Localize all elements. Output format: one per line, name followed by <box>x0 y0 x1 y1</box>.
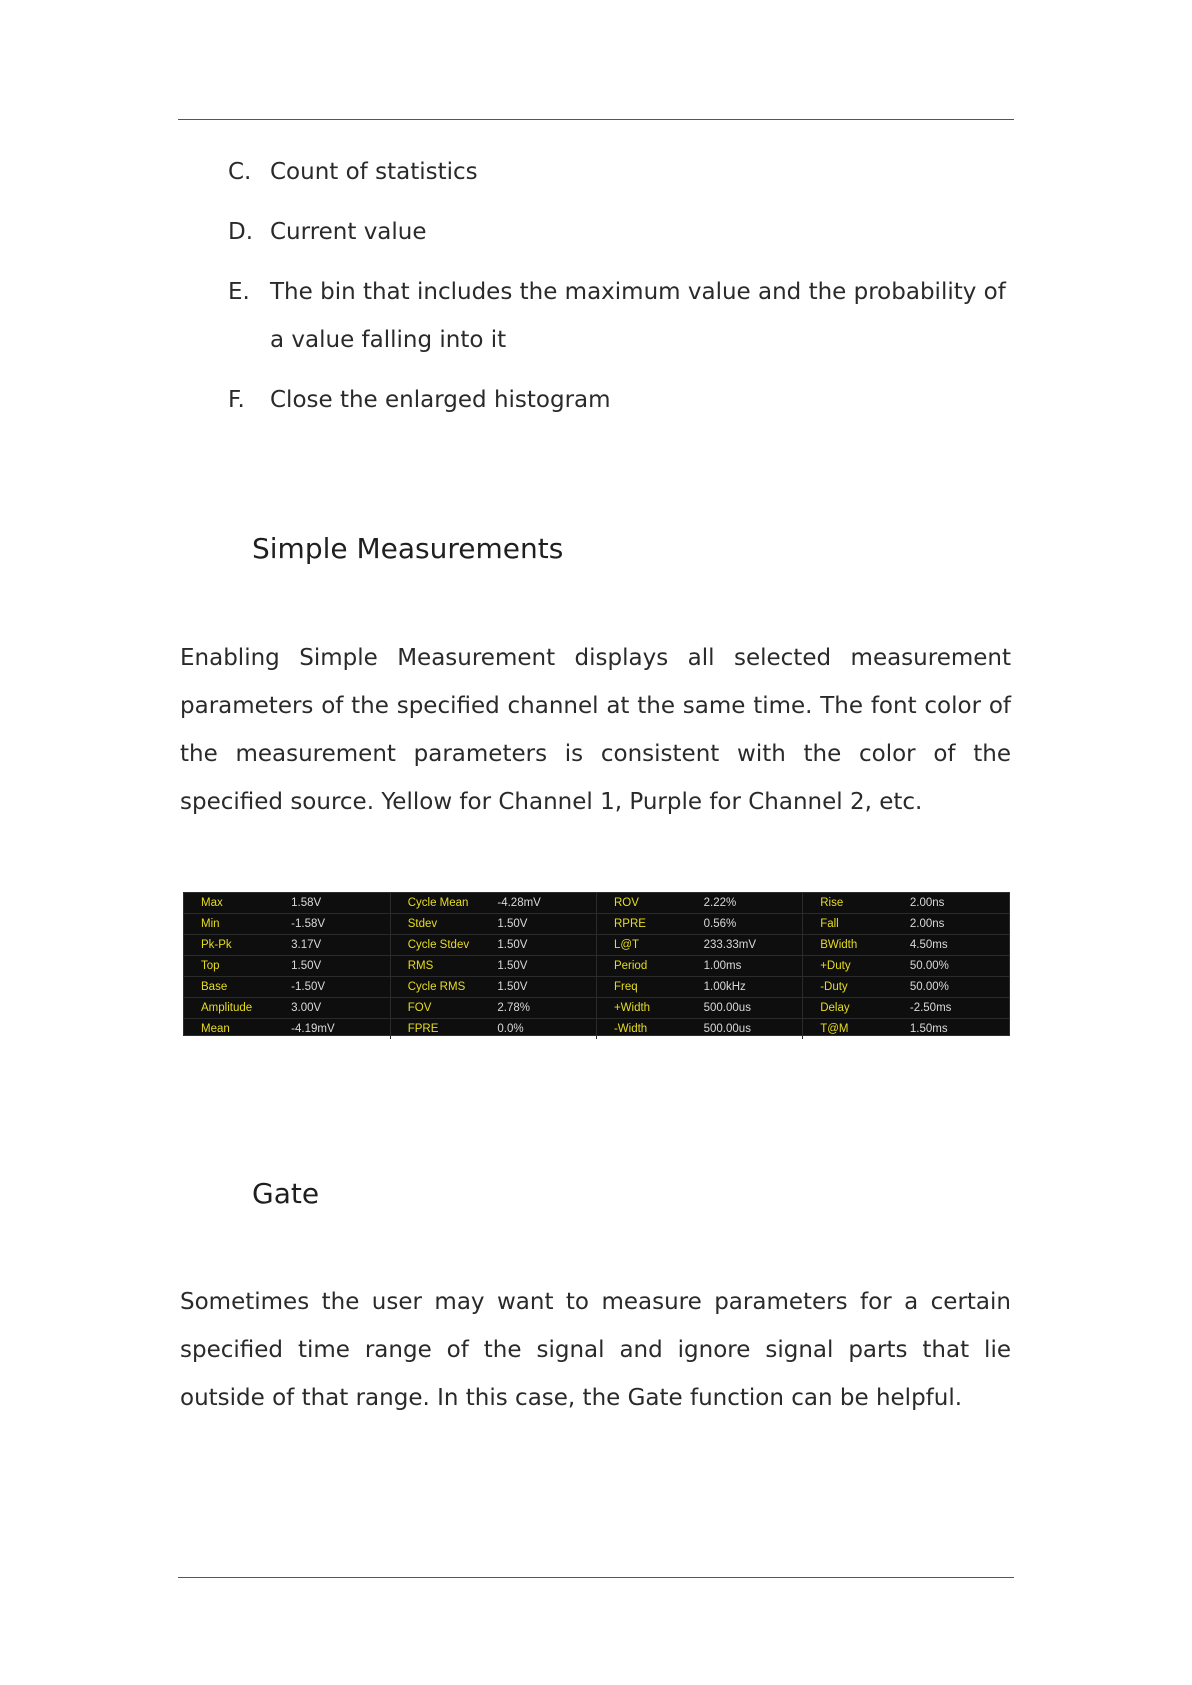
list-marker: E. <box>228 279 250 305</box>
measurement-value: 3.17V <box>282 935 390 956</box>
measurement-value: 1.00kHz <box>695 977 803 998</box>
list-item-text: Count of statistics <box>270 159 478 185</box>
measurement-table <box>184 893 1009 1039</box>
measurement-name: ROV <box>596 893 694 914</box>
measurement-name: Cycle Mean <box>390 893 488 914</box>
measurement-name: Stdev <box>390 914 488 935</box>
measurement-value: 233.33mV <box>695 935 803 956</box>
measurement-name: BWidth <box>803 935 901 956</box>
list-item <box>228 376 1008 424</box>
measurement-name: +Width <box>596 998 694 1019</box>
measurement-name: Period <box>596 956 694 977</box>
measurement-value: 2.00ns <box>901 893 1009 914</box>
measurement-table-screenshot <box>183 892 1010 1036</box>
measurement-value: -1.50V <box>282 977 390 998</box>
table-row <box>184 998 1009 1019</box>
measurement-value: 4.50ms <box>901 935 1009 956</box>
measurement-name: Cycle RMS <box>390 977 488 998</box>
histogram-legend-list <box>228 148 1008 436</box>
measurement-value: 1.50ms <box>909 1023 948 1035</box>
measurement-value: -1.58V <box>282 914 390 935</box>
list-item <box>228 148 1008 196</box>
list-item-text: The bin that includes the maximum value and the probability of a value falling into it <box>270 279 1006 353</box>
measurement-value: 2.22% <box>695 893 803 914</box>
measurement-name: Mean <box>201 1023 230 1035</box>
measurement-value: 1.58V <box>282 893 390 914</box>
measurement-value: 1.50V <box>488 935 596 956</box>
measurement-value: 50.00% <box>901 977 1009 998</box>
measurement-value: 1.00ms <box>695 956 803 977</box>
measurement-name: RMS <box>390 956 488 977</box>
measurement-name: -Width <box>613 1023 648 1035</box>
list-item-text: Current value <box>270 219 427 245</box>
measurement-name: T@M <box>820 1023 849 1035</box>
measurement-value: 500.00us <box>695 998 803 1019</box>
header-rule <box>178 119 1014 120</box>
measurement-value: 3.00V <box>282 998 390 1019</box>
table-row <box>184 956 1009 977</box>
measurement-value: -4.28mV <box>488 893 596 914</box>
measurement-name: Cycle Stdev <box>390 935 488 956</box>
measurement-value: 500.00us <box>695 1019 803 1040</box>
measurement-value: -2.50ms <box>901 998 1009 1019</box>
measurement-value: 0.0% <box>488 1019 596 1040</box>
measurement-value: 1.50V <box>488 956 596 977</box>
measurement-name: Delay <box>803 998 901 1019</box>
measurement-name: Top <box>184 956 282 977</box>
list-marker: C. <box>228 159 252 185</box>
list-item <box>228 268 1008 364</box>
measurement-value: 50.00% <box>901 956 1009 977</box>
simple-measurements-paragraph: Enabling Simple Measurement displays all selected measurement parameters of the specified channel at the same time. The font color of the measurement parameters is consistent with the color of the specified source. Yellow for Channel 1, Purple for Channel 2, etc. <box>180 645 1011 815</box>
table-row <box>184 1019 1009 1040</box>
section-heading-simple-measurements: Simple Measurements <box>252 532 564 565</box>
list-marker: D. <box>228 219 254 245</box>
measurement-name: +Duty <box>803 956 901 977</box>
gate-paragraph: Sometimes the user may want to measure parameters for a certain specified time range of the signal and ignore signal parts that lie outside of that range. In this case, the Gate function can be helpful. <box>180 1289 1011 1411</box>
measurement-value: 1.50V <box>488 914 596 935</box>
section-heading-gate: Gate <box>252 1177 320 1210</box>
measurement-name: FOV <box>390 998 488 1019</box>
list-item-text: Close the enlarged histogram <box>270 387 611 413</box>
measurement-value: 2.00ns <box>901 914 1009 935</box>
measurement-name: Pk-Pk <box>184 935 282 956</box>
measurement-value: 2.78% <box>488 998 596 1019</box>
measurement-value: 1.50V <box>282 956 390 977</box>
measurement-value: -4.19mV <box>282 1019 390 1040</box>
table-row <box>184 935 1009 956</box>
measurement-value: 1.50V <box>488 977 596 998</box>
measurement-name: Min <box>184 914 282 935</box>
measurement-name: Base <box>184 977 282 998</box>
measurement-name: Max <box>184 893 282 914</box>
measurement-name: -Duty <box>803 977 901 998</box>
measurement-name: FPRE <box>407 1023 439 1035</box>
measurement-name: RPRE <box>596 914 694 935</box>
table-row <box>184 893 1009 914</box>
list-item <box>228 208 1008 256</box>
list-marker: F. <box>228 387 245 413</box>
measurement-name: Fall <box>803 914 901 935</box>
measurement-name: Amplitude <box>184 998 282 1019</box>
measurement-name: L@T <box>596 935 694 956</box>
measurement-name: Rise <box>803 893 901 914</box>
table-row <box>184 914 1009 935</box>
footer-rule <box>178 1577 1014 1578</box>
measurement-name: Freq <box>596 977 694 998</box>
measurement-value: 0.56% <box>695 914 803 935</box>
table-row <box>184 977 1009 998</box>
